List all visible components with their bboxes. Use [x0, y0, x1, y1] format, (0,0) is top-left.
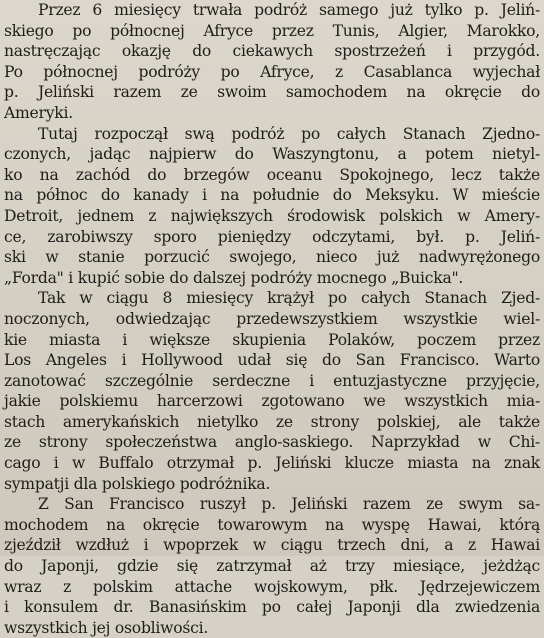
text-line: mochodem na okręcie towarowym na wyspę Hawai, którą: [4, 515, 540, 534]
text-line: sympatji dla polskiego podróżnika.: [4, 474, 271, 493]
text-line: „Forda" i kupić sobie do dalszej podróży mocnego „Buicka".: [4, 268, 464, 287]
text-line: Detroit, jednem z największych środowisk polskich w Amery-: [4, 206, 540, 225]
text-line: zjeździł wzdłuż i wpoprzek w ciągu trzech dni, a z Hawai: [4, 536, 540, 555]
text-line: ze strony społeczeństwa anglo-saskiego. Naprzykład w Chi-: [4, 433, 540, 452]
text-line: cago i w Buffalo otrzymał p. Jeliński klucze miasta na znak: [4, 454, 540, 473]
text-line: i konsulem dr. Banasińskim po całej Japonji dla zwiedzenia: [4, 598, 540, 617]
paragraph-4: [4, 494, 540, 638]
text-line: nastręczając okazję do ciekawych spostrzeżeń i przygód.: [4, 42, 540, 61]
text-line: Przez 6 miesięcy trwała podróż samego już tylko p. Jeliń-: [38, 1, 540, 19]
text-line: wraz z polskim attache wojskowym, płk. Jędrzejewiczem: [4, 577, 540, 596]
paragraph-3: [4, 288, 540, 494]
paragraph-1: [4, 0, 540, 124]
text-line: ce, zarobiwszy sporo pieniędzy odczytami, był. p. Jeliń-: [4, 227, 540, 246]
text-line: Z San Francisco ruszył p. Jeliński razem ze swym sa-: [38, 495, 540, 514]
article-text: [4, 0, 540, 638]
text-line: skiego po północnej Afryce przez Tunis, Algier, Marokko,: [4, 21, 540, 40]
text-line: jakie polskiemu harcerzowi zgotowano we wszystkich mia-: [4, 392, 540, 411]
text-line: do Japonji, gdzie się zatrzymał aż trzy miesiące, jeżdżąc: [4, 557, 540, 576]
text-line: p. Jeliński razem ze swoim samochodem na okręcie do: [4, 83, 540, 102]
text-line: na północ do kanady i na południe do Meksyku. W mieście: [4, 186, 540, 205]
text-line: kie miasta i większe skupienia Polaków, poczem przez: [4, 330, 540, 349]
text-line: Ameryki.: [4, 103, 73, 122]
paragraph-2: [4, 124, 540, 289]
text-line: czonych, jadąc najpierw do Waszyngtonu, a potem nietyl-: [4, 145, 540, 164]
text-line: Tak w ciągu 8 miesięcy krążył po całych Stanach Zjed-: [38, 289, 540, 308]
text-line: wszystkich jej osobliwości.: [4, 618, 209, 637]
text-line: zanotować szczególnie serdeczne i entuzjastyczne przyjęcie,: [4, 371, 540, 390]
text-line: stach amerykańskich nietylko ze strony polskiej, ale także: [4, 412, 540, 431]
text-line: noczonych, odwiedzając przedewszystkiem wszystkie wiel-: [4, 309, 540, 328]
text-line: Los Angeles i Hollywood udał się do San Francisco. Warto: [4, 351, 540, 370]
text-line: Tutaj rozpoczął swą podróż po całych Stanach Zjedno-: [38, 124, 540, 143]
text-line: ko na zachód do brzegów oceanu Spokojnego, lecz także: [4, 165, 540, 184]
text-line: ski w stanie porzucić swojego, nieco już nadwyrężonego: [4, 248, 540, 267]
text-line: Po północnej podróży po Afryce, z Casablanca wyjechał: [4, 62, 540, 81]
